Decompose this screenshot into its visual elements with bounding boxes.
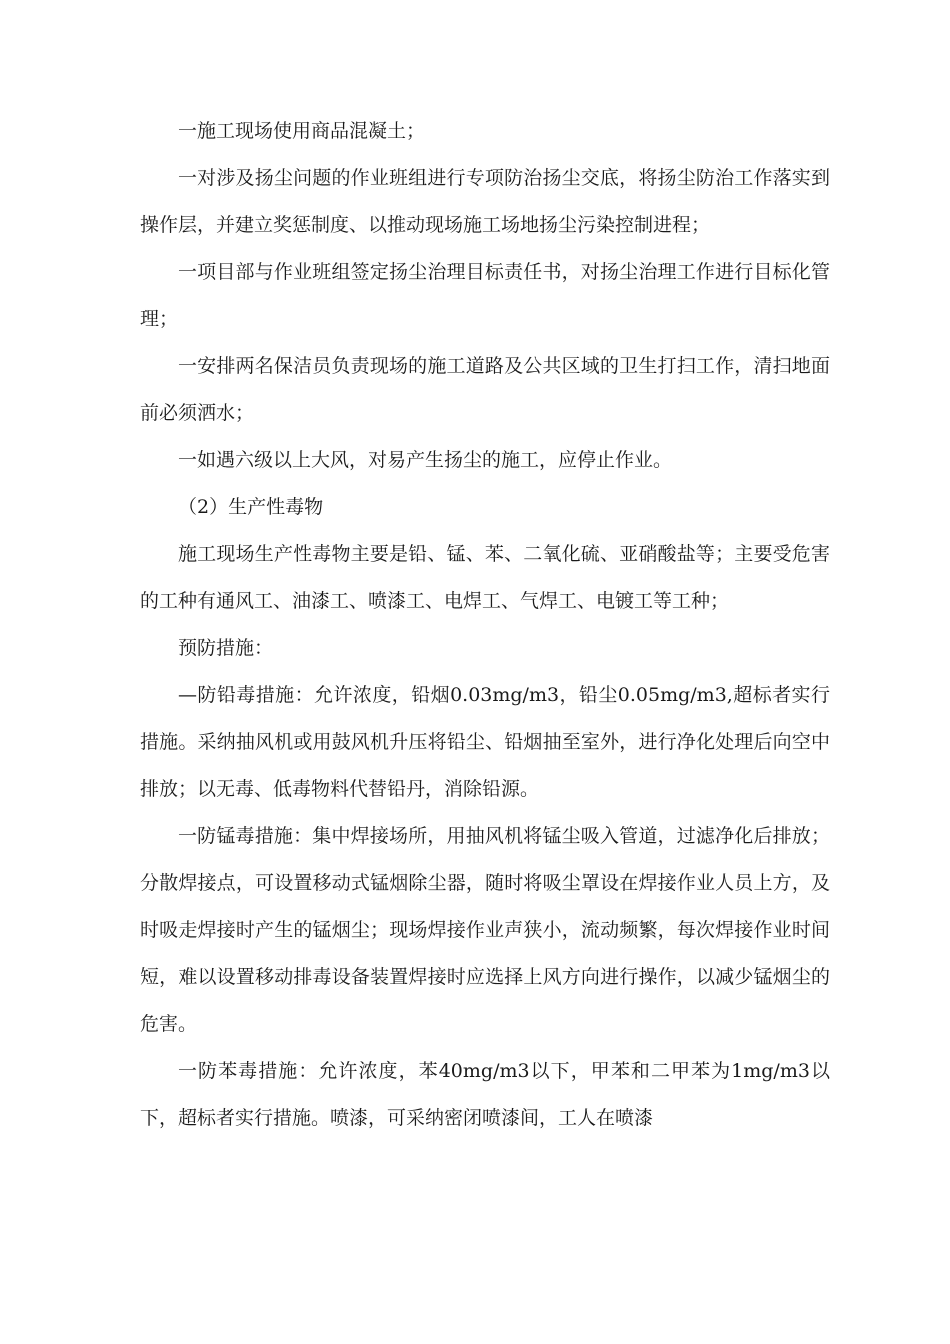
paragraph-dust-briefing: 一对涉及扬尘问题的作业班组进行专项防治扬尘交底，将扬尘防治工作落实到操作层，并建立奖惩制度、以推动现场施工场地扬尘污染控制进程； — [140, 167, 830, 236]
paragraph-ready-mix-concrete: 一施工现场使用商品混凝土； — [178, 120, 426, 142]
paragraph-benzene-prevention: 一防苯毒措施：允许浓度，苯40mg/m3以下，甲苯和二甲苯为1mg/m3以下，超标者实行措施。喷漆，可采纳密闭喷漆间，工人在喷漆 — [140, 1060, 830, 1129]
paragraph-prevention-heading: 预防措施： — [178, 637, 274, 659]
paragraph-manganese-prevention: 一防锰毒措施：集中焊接场所，用抽风机将锰尘吸入管道，过滤净化后排放；分散焊接点，可设置移动式锰烟除尘器，随时将吸尘罩设在焊接作业人员上方，及时吸走焊接时产生的锰烟尘；现场焊接作业声狭小，流动频繁，每次焊接作业时间短，难以设置移动排毒设备装置焊接时应选择上风方向进行操作，以减少锰烟尘的危害。 — [140, 825, 830, 1035]
section-heading-toxic-substances: （2）生产性毒物 — [178, 496, 324, 518]
document-body — [140, 108, 830, 1142]
paragraph-cleaning-staff: 一安排两名保洁员负责现场的施工道路及公共区域的卫生打扫工作，清扫地面前必须洒水； — [140, 355, 830, 424]
paragraph-strong-wind: 一如遇六级以上大风，对易产生扬尘的施工，应停止作业。 — [178, 449, 673, 471]
paragraph-toxic-substances: 施工现场生产性毒物主要是铅、锰、苯、二氧化硫、亚硝酸盐等；主要受危害的工种有通风工、油漆工、喷漆工、电焊工、气焊工、电镀工等工种； — [140, 543, 830, 612]
paragraph-lead-prevention: —防铅毒措施：允许浓度，铅烟0.03mg/m3，铅尘0.05mg/m3,超标者实行措施。采纳抽风机或用鼓风机升压将铅尘、铅烟抽至室外，进行净化处理后向空中排放；以无毒、低毒物料代替铅丹，消除铅源。 — [140, 684, 830, 800]
paragraph-responsibility-agreement: 一项目部与作业班组签定扬尘治理目标责任书，对扬尘治理工作进行目标化管理； — [140, 261, 830, 330]
